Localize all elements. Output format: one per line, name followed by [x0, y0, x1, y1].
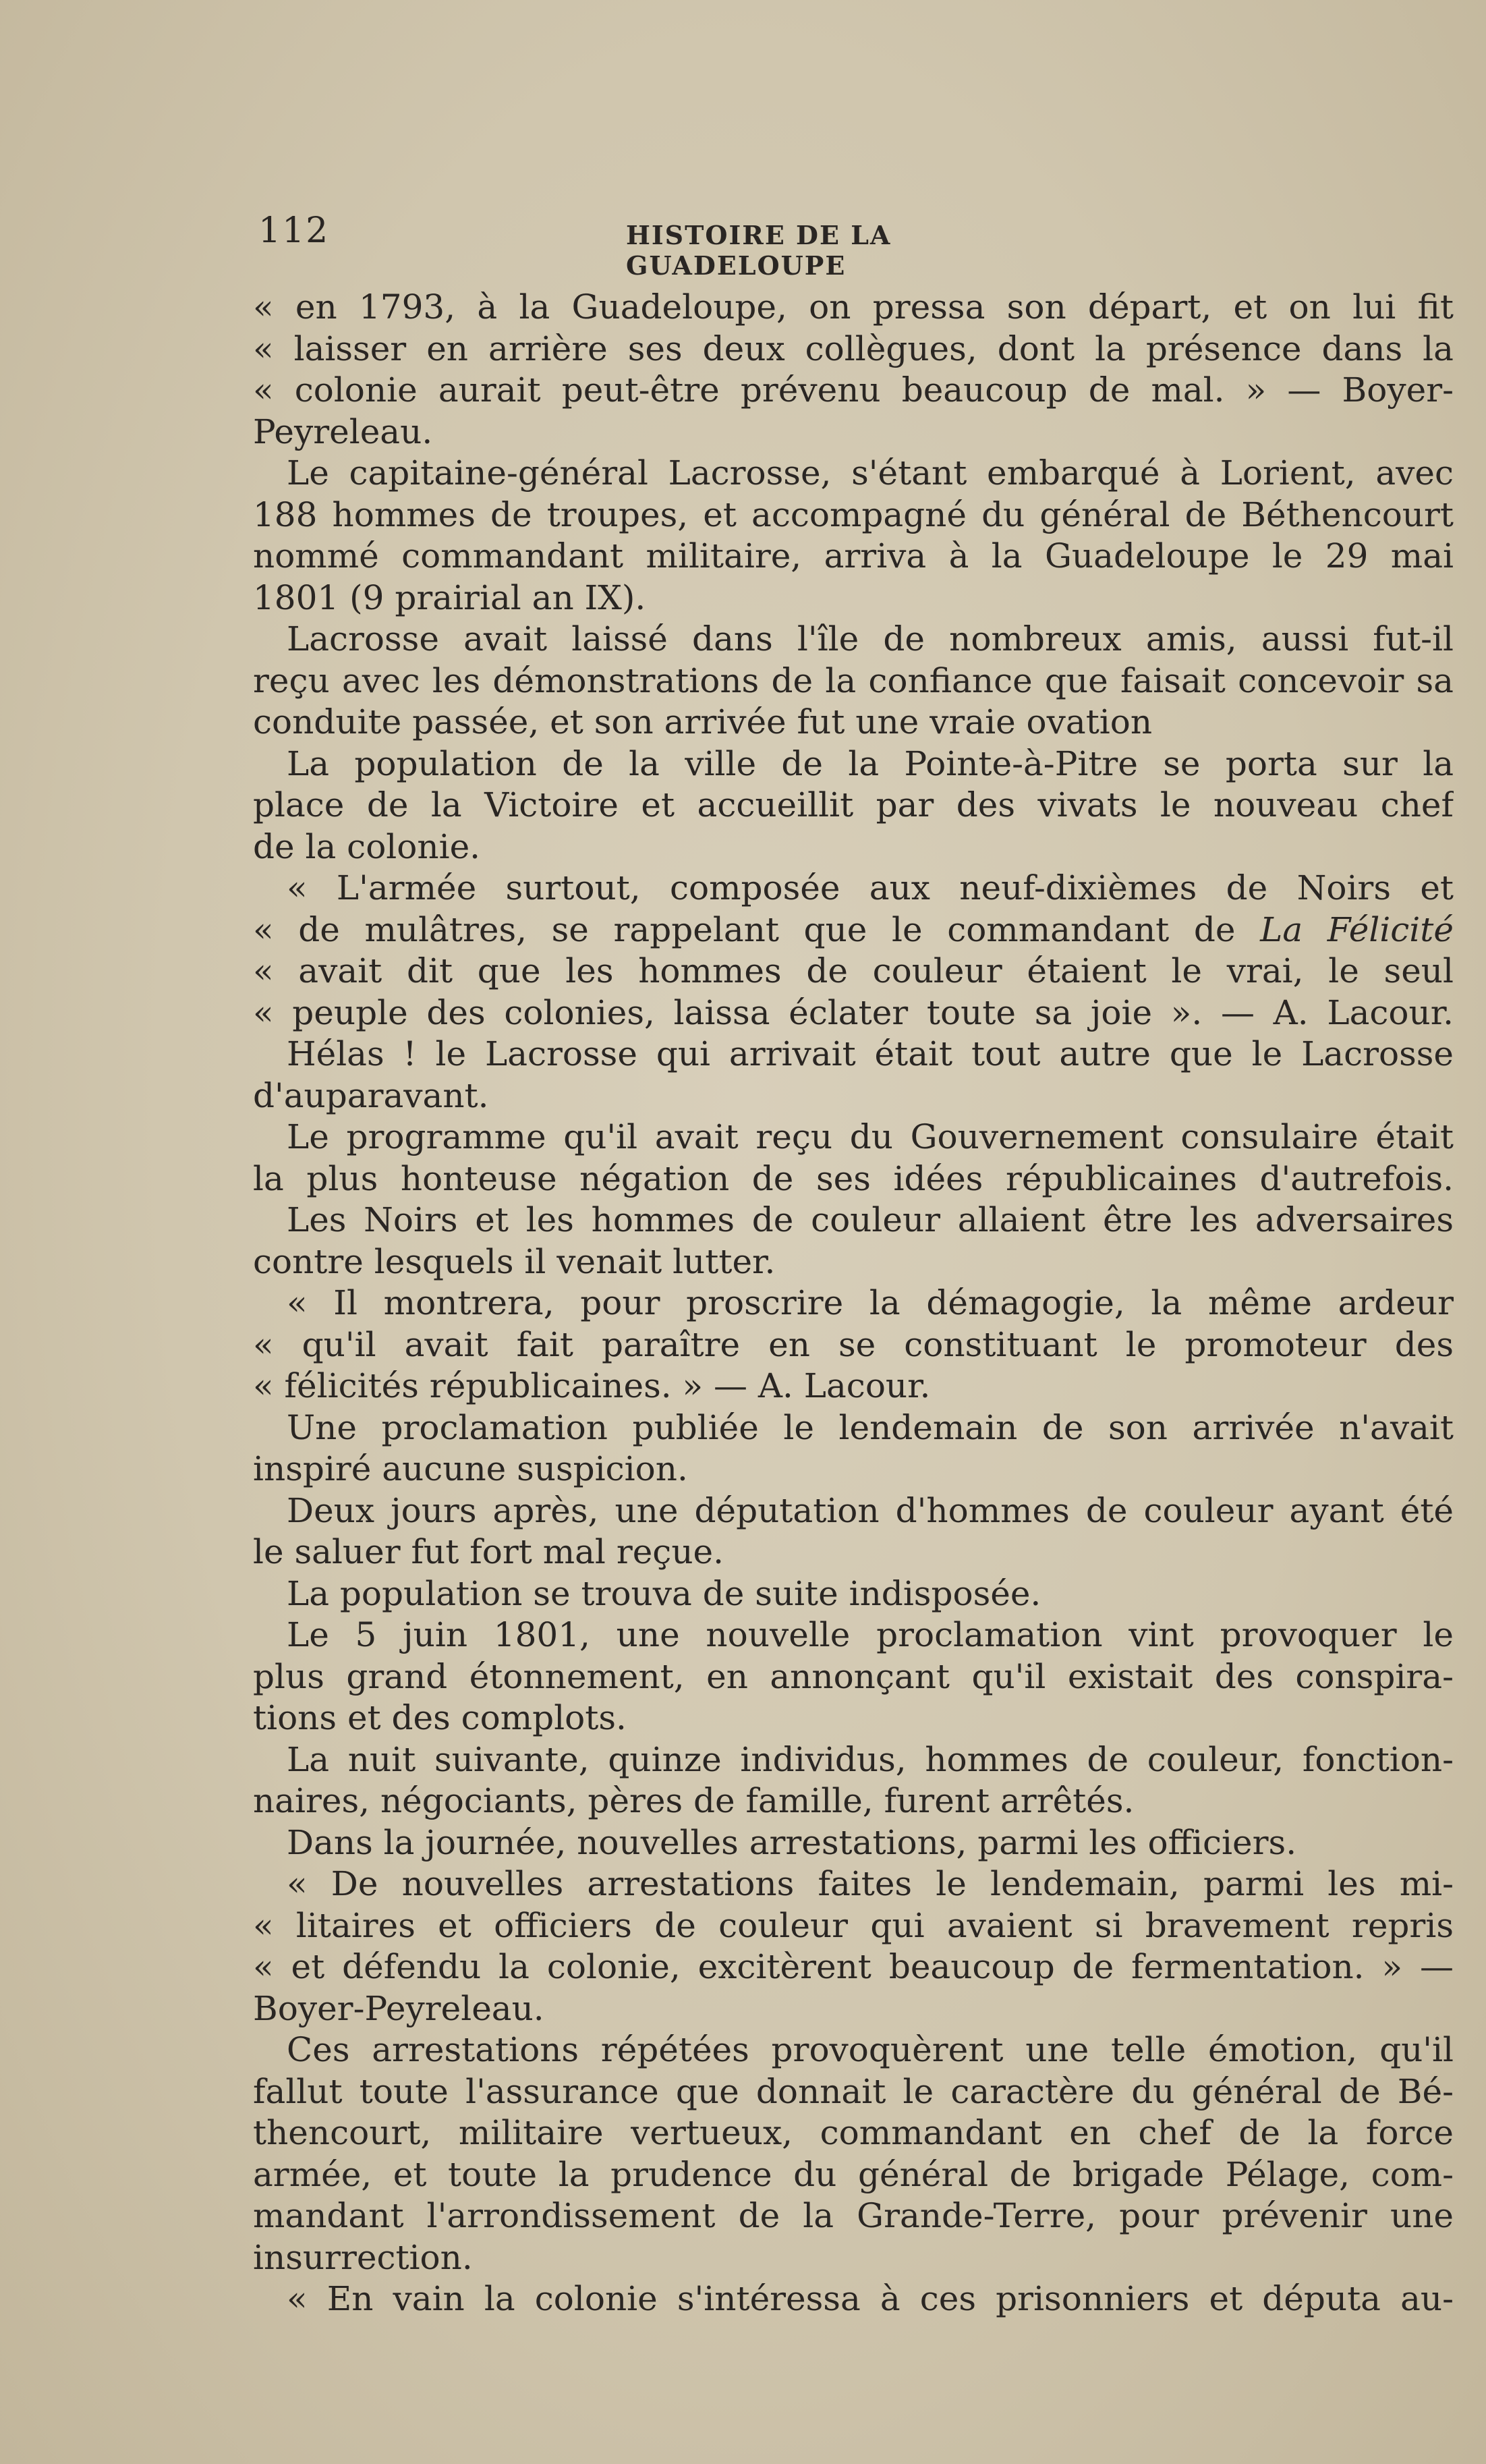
text-line: la plus honteuse négation de ses idées républicaines d'autrefois. [253, 1158, 1454, 1198]
text-line: de la colonie. [253, 827, 481, 866]
text-line: Une proclamation publiée le lendemain de son arrivée n'avait [287, 1407, 1454, 1447]
text-line: « et défendu la colonie, excitèrent beaucoup de fermentation. » — [253, 1947, 1454, 1986]
text-line: « Il montrera, pour proscrire la démagogie, la même ardeur [287, 1283, 1454, 1322]
text-line: La population se trouva de suite indisposée. [287, 1573, 1041, 1613]
text-line: fallut toute l'assurance que donnait le caractère du général de Bé- [253, 2071, 1454, 2111]
text-line: conduite passée, et son arrivée fut une vraie ovation [253, 702, 1153, 741]
text-line: contre lesquels il venait lutter. [253, 1241, 776, 1281]
text-line: inspiré aucune suspicion. [253, 1449, 688, 1488]
text-line: « avait dit que les hommes de couleur étaient le vrai, le seul [253, 951, 1454, 990]
text-line: Lacrosse avait laissé dans l'île de nombreux amis, aussi fut-il [287, 619, 1454, 659]
text-line: Dans la journée, nouvelles arrestations, parmi les officiers. [287, 1822, 1297, 1862]
running-head [258, 202, 1095, 281]
page-number: 112 [258, 211, 330, 251]
text-line: insurrection. [253, 2237, 473, 2277]
text-line: Deux jours après, une députation d'hommes de couleur ayant été [287, 1490, 1454, 1530]
text-line: Le programme qu'il avait reçu du Gouvernement consulaire était [287, 1117, 1454, 1156]
text-line: mandant l'arrondissement de la Grande-Terre, pour prévenir une [253, 2196, 1454, 2235]
text-line [253, 909, 1454, 951]
text-line: armée, et toute la prudence du général de brigade Pélage, com- [253, 2154, 1454, 2194]
text-line: place de la Victoire et accueillit par des vivats le nouveau chef [253, 785, 1454, 824]
text-line: La nuit suivante, quinze individus, hommes de couleur, fonction- [287, 1739, 1454, 1779]
text-line: Hélas ! le Lacrosse qui arrivait était tout autre que le Lacrosse [287, 1034, 1454, 1073]
text-line: d'auparavant. [253, 1075, 489, 1115]
text-line: Ces arrestations répétées provoquèrent une telle émotion, qu'il [287, 2030, 1454, 2069]
text-line: La population de la ville de la Pointe-à-Pitre se porta sur la [287, 744, 1454, 783]
text-line: « colonie aurait peut-être prévenu beaucoup de mal. » — Boyer- [253, 370, 1454, 410]
text-line: « félicités républicaines. » — A. Lacour. [253, 1366, 931, 1405]
text-line: « L'armée surtout, composée aux neuf-dixièmes de Noirs et [287, 868, 1454, 907]
text-line: tions et des complots. [253, 1698, 627, 1737]
text-line: reçu avec les démonstrations de la confiance que faisait concevoir sa [253, 661, 1454, 700]
body-text [253, 287, 1454, 2320]
text-line: Les Noirs et les hommes de couleur allaient être les adversaires [287, 1200, 1454, 1239]
text-line: Boyer-Peyreleau. [253, 1988, 544, 2028]
text-line: « en 1793, à la Guadeloupe, on pressa son départ, et on lui fit [253, 287, 1454, 327]
text-segment: « de mulâtres, se rappelant que le commandant de [253, 909, 1261, 949]
text-line: Le capitaine-général Lacrosse, s'étant embarqué à Lorient, avec [287, 453, 1454, 493]
text-line: thencourt, militaire vertueux, commandant en chef de la force [253, 2113, 1454, 2152]
ship-name: La Félicité [1260, 909, 1454, 949]
text-line: « litaires et officiers de couleur qui avaient si bravement repris [253, 1905, 1454, 1945]
text-line: 1801 (9 prairial an IX). [253, 578, 646, 617]
text-line: nommé commandant militaire, arriva à la Guadeloupe le 29 mai [253, 536, 1454, 576]
text-line: « peuple des colonies, laissa éclater toute sa joie ». — A. Lacour. [253, 992, 1454, 1032]
text-line: 188 hommes de troupes, et accompagné du général de Béthencourt [253, 495, 1454, 534]
text-line: le saluer fut fort mal reçue. [253, 1532, 724, 1571]
text-line: Le 5 juin 1801, une nouvelle proclamation vint provoquer le [287, 1615, 1454, 1654]
text-line: Peyreleau. [253, 412, 433, 451]
text-line: « qu'il avait fait paraître en se constituant le promoteur des [253, 1324, 1454, 1364]
running-title: HISTOIRE DE LA GUADELOUPE [626, 220, 892, 281]
text-line: « En vain la colonie s'intéressa à ces prisonniers et députa au- [287, 2279, 1454, 2318]
text-line: plus grand étonnement, en annonçant qu'il existait des conspira- [253, 1656, 1454, 1696]
text-line: naires, négociants, pères de famille, furent arrêtés. [253, 1781, 1135, 1820]
text-line: « De nouvelles arrestations faites le lendemain, parmi les mi- [287, 1864, 1454, 1903]
text-line: « laisser en arrière ses deux collègues, dont la présence dans la [253, 329, 1454, 368]
